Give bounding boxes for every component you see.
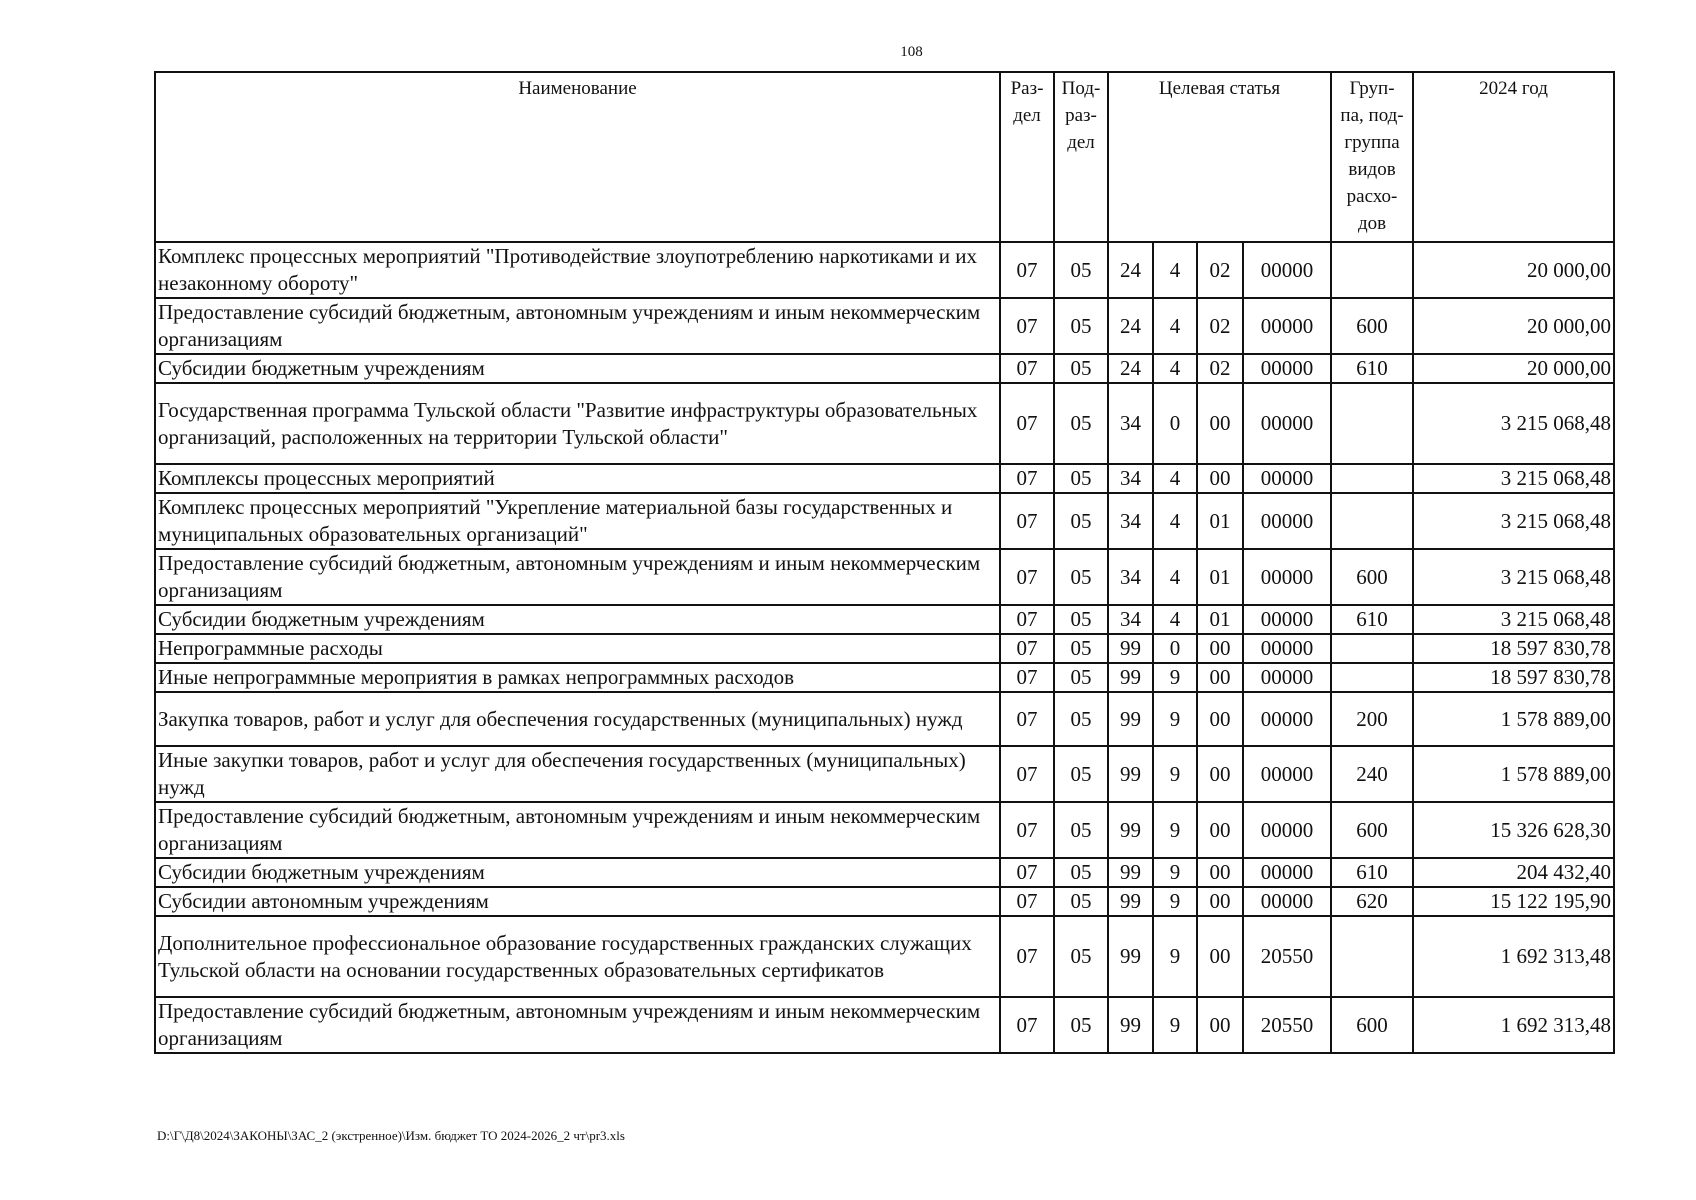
target-subprogram-code: 9 [1153, 858, 1197, 887]
section-code: 07 [1000, 858, 1054, 887]
header-section: Раз- дел [1000, 72, 1054, 242]
section-code: 07 [1000, 916, 1054, 997]
amount-2024: 3 215 068,48 [1413, 605, 1614, 634]
section-code: 07 [1000, 242, 1054, 298]
amount-2024: 3 215 068,48 [1413, 464, 1614, 493]
subsection-code: 05 [1054, 997, 1108, 1053]
target-program-code: 99 [1108, 802, 1153, 858]
amount-2024: 1 692 313,48 [1413, 997, 1614, 1053]
target-subprogram-code: 9 [1153, 746, 1197, 802]
table-row [155, 802, 1614, 858]
target-program-code: 99 [1108, 692, 1153, 746]
target-event-code: 00 [1197, 464, 1243, 493]
budget-table [154, 71, 1615, 1054]
target-direction-code: 00000 [1243, 354, 1331, 383]
expense-type-code [1331, 242, 1413, 298]
target-event-code: 00 [1197, 692, 1243, 746]
target-event-code: 02 [1197, 354, 1243, 383]
target-program-code: 99 [1108, 887, 1153, 916]
target-event-code: 00 [1197, 802, 1243, 858]
section-code: 07 [1000, 605, 1054, 634]
section-code: 07 [1000, 493, 1054, 549]
target-direction-code: 00000 [1243, 746, 1331, 802]
amount-2024: 3 215 068,48 [1413, 383, 1614, 464]
target-event-code: 02 [1197, 242, 1243, 298]
target-program-code: 24 [1108, 354, 1153, 383]
target-subprogram-code: 0 [1153, 383, 1197, 464]
row-name: Комплексы процессных мероприятий [155, 464, 1000, 493]
subsection-code: 05 [1054, 746, 1108, 802]
amount-2024: 20 000,00 [1413, 354, 1614, 383]
target-subprogram-code: 4 [1153, 549, 1197, 605]
target-event-code: 00 [1197, 997, 1243, 1053]
target-direction-code: 00000 [1243, 242, 1331, 298]
section-code: 07 [1000, 887, 1054, 916]
subsection-code: 05 [1054, 383, 1108, 464]
target-subprogram-code: 4 [1153, 464, 1197, 493]
subsection-code: 05 [1054, 354, 1108, 383]
target-direction-code: 20550 [1243, 916, 1331, 997]
subsection-code: 05 [1054, 858, 1108, 887]
table-row [155, 605, 1614, 634]
amount-2024: 15 122 195,90 [1413, 887, 1614, 916]
section-code: 07 [1000, 383, 1054, 464]
target-event-code: 01 [1197, 605, 1243, 634]
subsection-code: 05 [1054, 887, 1108, 916]
header-target-article: Целевая статья [1108, 72, 1331, 242]
amount-2024: 204 432,40 [1413, 858, 1614, 887]
row-name: Государственная программа Тульской области "Развитие инфраструктуры образовательных организаций, расположенных на территории Тульской области" [155, 383, 1000, 464]
target-program-code: 24 [1108, 242, 1153, 298]
subsection-code: 05 [1054, 663, 1108, 692]
row-name: Иные закупки товаров, работ и услуг для обеспечения государственных (муниципальных) нужд [155, 746, 1000, 802]
table-row [155, 298, 1614, 354]
target-program-code: 24 [1108, 298, 1153, 354]
amount-2024: 1 578 889,00 [1413, 692, 1614, 746]
target-direction-code: 00000 [1243, 605, 1331, 634]
target-event-code: 00 [1197, 858, 1243, 887]
table-row [155, 493, 1614, 549]
target-direction-code: 00000 [1243, 858, 1331, 887]
target-program-code: 99 [1108, 858, 1153, 887]
target-direction-code: 00000 [1243, 549, 1331, 605]
subsection-code: 05 [1054, 493, 1108, 549]
subsection-code: 05 [1054, 692, 1108, 746]
page-number: 108 [900, 44, 923, 60]
table-header [155, 72, 1614, 242]
section-code: 07 [1000, 464, 1054, 493]
target-event-code: 01 [1197, 549, 1243, 605]
target-direction-code: 00000 [1243, 493, 1331, 549]
expense-type-code: 600 [1331, 997, 1413, 1053]
section-code: 07 [1000, 802, 1054, 858]
table-row [155, 887, 1614, 916]
expense-type-code: 240 [1331, 746, 1413, 802]
expense-type-code [1331, 634, 1413, 663]
target-subprogram-code: 9 [1153, 802, 1197, 858]
section-code: 07 [1000, 549, 1054, 605]
section-code: 07 [1000, 663, 1054, 692]
table-row [155, 916, 1614, 997]
table-row [155, 549, 1614, 605]
table-row [155, 692, 1614, 746]
section-code: 07 [1000, 997, 1054, 1053]
subsection-code: 05 [1054, 464, 1108, 493]
target-direction-code: 00000 [1243, 692, 1331, 746]
target-subprogram-code: 4 [1153, 354, 1197, 383]
amount-2024: 1 578 889,00 [1413, 746, 1614, 802]
row-name: Субсидии бюджетным учреждениям [155, 858, 1000, 887]
target-event-code: 00 [1197, 887, 1243, 916]
row-name: Предоставление субсидий бюджетным, автономным учреждениям и иным некоммерческим организациям [155, 997, 1000, 1053]
subsection-code: 05 [1054, 802, 1108, 858]
header-expense-group: Груп- па, под- группа видов расхо- дов [1331, 72, 1413, 242]
amount-2024: 20 000,00 [1413, 242, 1614, 298]
target-subprogram-code: 4 [1153, 242, 1197, 298]
target-program-code: 34 [1108, 493, 1153, 549]
header-year-2024: 2024 год [1413, 72, 1614, 242]
expense-type-code: 610 [1331, 605, 1413, 634]
row-name: Предоставление субсидий бюджетным, автономным учреждениям и иным некоммерческим организациям [155, 549, 1000, 605]
target-program-code: 99 [1108, 663, 1153, 692]
row-name: Комплекс процессных мероприятий "Противодействие злоупотреблению наркотиками и их незаконному обороту" [155, 242, 1000, 298]
target-subprogram-code: 9 [1153, 887, 1197, 916]
row-name: Дополнительное профессиональное образование государственных гражданских служащих Тульской области на основании государственных образовательных сертификатов [155, 916, 1000, 997]
target-program-code: 34 [1108, 383, 1153, 464]
target-subprogram-code: 4 [1153, 298, 1197, 354]
section-code: 07 [1000, 746, 1054, 802]
target-direction-code: 00000 [1243, 663, 1331, 692]
table-row [155, 242, 1614, 298]
target-direction-code: 20550 [1243, 997, 1331, 1053]
table-row [155, 383, 1614, 464]
expense-type-code: 600 [1331, 802, 1413, 858]
table-row [155, 634, 1614, 663]
target-event-code: 00 [1197, 383, 1243, 464]
target-event-code: 00 [1197, 663, 1243, 692]
row-name: Предоставление субсидий бюджетным, автономным учреждениям и иным некоммерческим организациям [155, 802, 1000, 858]
subsection-code: 05 [1054, 634, 1108, 663]
target-subprogram-code: 9 [1153, 916, 1197, 997]
section-code: 07 [1000, 634, 1054, 663]
target-direction-code: 00000 [1243, 634, 1331, 663]
expense-type-code: 200 [1331, 692, 1413, 746]
file-path-footer: D:\Г\Д8\2024\ЗАКОНЫ\ЗАС_2 (экстренное)\Изм. бюджет ТО 2024-2026_2 чт\pr3.xls [157, 1128, 625, 1143]
target-program-code: 99 [1108, 916, 1153, 997]
target-program-code: 99 [1108, 634, 1153, 663]
amount-2024: 18 597 830,78 [1413, 634, 1614, 663]
expense-type-code [1331, 663, 1413, 692]
amount-2024: 3 215 068,48 [1413, 549, 1614, 605]
row-name: Субсидии бюджетным учреждениям [155, 605, 1000, 634]
target-program-code: 99 [1108, 997, 1153, 1053]
amount-2024: 18 597 830,78 [1413, 663, 1614, 692]
expense-type-code [1331, 464, 1413, 493]
target-direction-code: 00000 [1243, 802, 1331, 858]
expense-type-code: 600 [1331, 549, 1413, 605]
row-name: Закупка товаров, работ и услуг для обеспечения государственных (муниципальных) нужд [155, 692, 1000, 746]
expense-type-code: 620 [1331, 887, 1413, 916]
subsection-code: 05 [1054, 605, 1108, 634]
expense-type-code: 610 [1331, 354, 1413, 383]
subsection-code: 05 [1054, 242, 1108, 298]
subsection-code: 05 [1054, 916, 1108, 997]
table-row [155, 663, 1614, 692]
row-name: Субсидии автономным учреждениям [155, 887, 1000, 916]
table-row [155, 997, 1614, 1053]
target-subprogram-code: 4 [1153, 605, 1197, 634]
header-subsection: Под- раз- дел [1054, 72, 1108, 242]
target-event-code: 02 [1197, 298, 1243, 354]
target-subprogram-code: 0 [1153, 634, 1197, 663]
target-subprogram-code: 4 [1153, 493, 1197, 549]
target-program-code: 34 [1108, 464, 1153, 493]
expense-type-code: 610 [1331, 858, 1413, 887]
target-subprogram-code: 9 [1153, 997, 1197, 1053]
expense-type-code [1331, 493, 1413, 549]
row-name: Иные непрограммные мероприятия в рамках непрограммных расходов [155, 663, 1000, 692]
table-row [155, 354, 1614, 383]
target-direction-code: 00000 [1243, 298, 1331, 354]
expense-type-code [1331, 916, 1413, 997]
target-direction-code: 00000 [1243, 383, 1331, 464]
target-subprogram-code: 9 [1153, 663, 1197, 692]
target-direction-code: 00000 [1243, 464, 1331, 493]
amount-2024: 1 692 313,48 [1413, 916, 1614, 997]
row-name: Предоставление субсидий бюджетным, автономным учреждениям и иным некоммерческим организациям [155, 298, 1000, 354]
table-row [155, 746, 1614, 802]
row-name: Субсидии бюджетным учреждениям [155, 354, 1000, 383]
amount-2024: 3 215 068,48 [1413, 493, 1614, 549]
target-subprogram-code: 9 [1153, 692, 1197, 746]
section-code: 07 [1000, 692, 1054, 746]
target-direction-code: 00000 [1243, 887, 1331, 916]
target-program-code: 34 [1108, 549, 1153, 605]
table-row [155, 464, 1614, 493]
header-name: Наименование [155, 72, 1000, 242]
row-name: Комплекс процессных мероприятий "Укрепление материальной базы государственных и муниципальных образовательных организаций" [155, 493, 1000, 549]
subsection-code: 05 [1054, 549, 1108, 605]
amount-2024: 20 000,00 [1413, 298, 1614, 354]
target-program-code: 99 [1108, 746, 1153, 802]
subsection-code: 05 [1054, 298, 1108, 354]
row-name: Непрограммные расходы [155, 634, 1000, 663]
target-event-code: 00 [1197, 916, 1243, 997]
expense-type-code [1331, 383, 1413, 464]
target-event-code: 01 [1197, 493, 1243, 549]
target-event-code: 00 [1197, 634, 1243, 663]
expense-type-code: 600 [1331, 298, 1413, 354]
target-event-code: 00 [1197, 746, 1243, 802]
section-code: 07 [1000, 354, 1054, 383]
table-row [155, 858, 1614, 887]
target-program-code: 34 [1108, 605, 1153, 634]
amount-2024: 15 326 628,30 [1413, 802, 1614, 858]
section-code: 07 [1000, 298, 1054, 354]
